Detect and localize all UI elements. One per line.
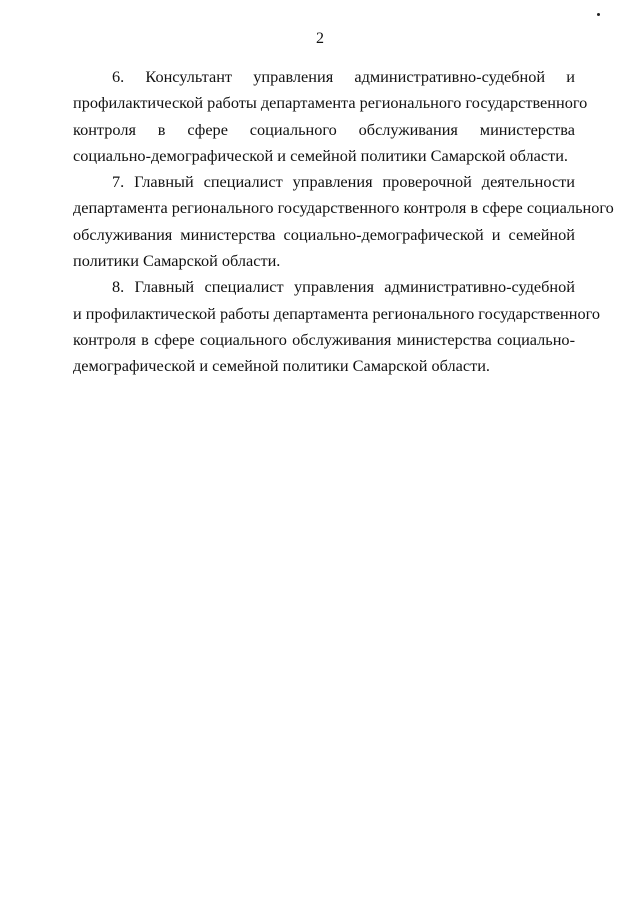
text-line: демографической и семейной политики Самарской области. — [73, 356, 490, 376]
paragraph-8 — [73, 274, 601, 379]
text-line: контроля в сфере социального обслуживания министерства социально- — [73, 329, 575, 349]
paragraph-6 — [73, 64, 588, 169]
text-line: департамента регионального государственного контроля в сфере социального — [73, 198, 614, 218]
text-line: 8. Главный специалист управления административно-судебной — [112, 277, 575, 297]
text-line: профилактической работы департамента регионального государственного — [73, 93, 588, 113]
text-line: и профилактической работы департамента регионального государственного — [73, 303, 601, 323]
document-body — [73, 64, 614, 380]
text-line: политики Самарской области. — [73, 251, 281, 271]
page-number: 2 — [316, 30, 324, 47]
text-line: 6. Консультант управления административно-судебной и — [112, 67, 575, 86]
text-line: обслуживания министерства социально-демографической и семейной — [73, 224, 575, 244]
paragraph-7 — [73, 169, 614, 274]
scan-speck — [597, 13, 600, 16]
text-line: контроля в сфере социального обслуживания министерства — [73, 119, 575, 139]
text-line: 7. Главный специалист управления проверочной деятельности — [112, 172, 575, 192]
text-line: социально-демографической и семейной политики Самарской области. — [73, 145, 568, 165]
